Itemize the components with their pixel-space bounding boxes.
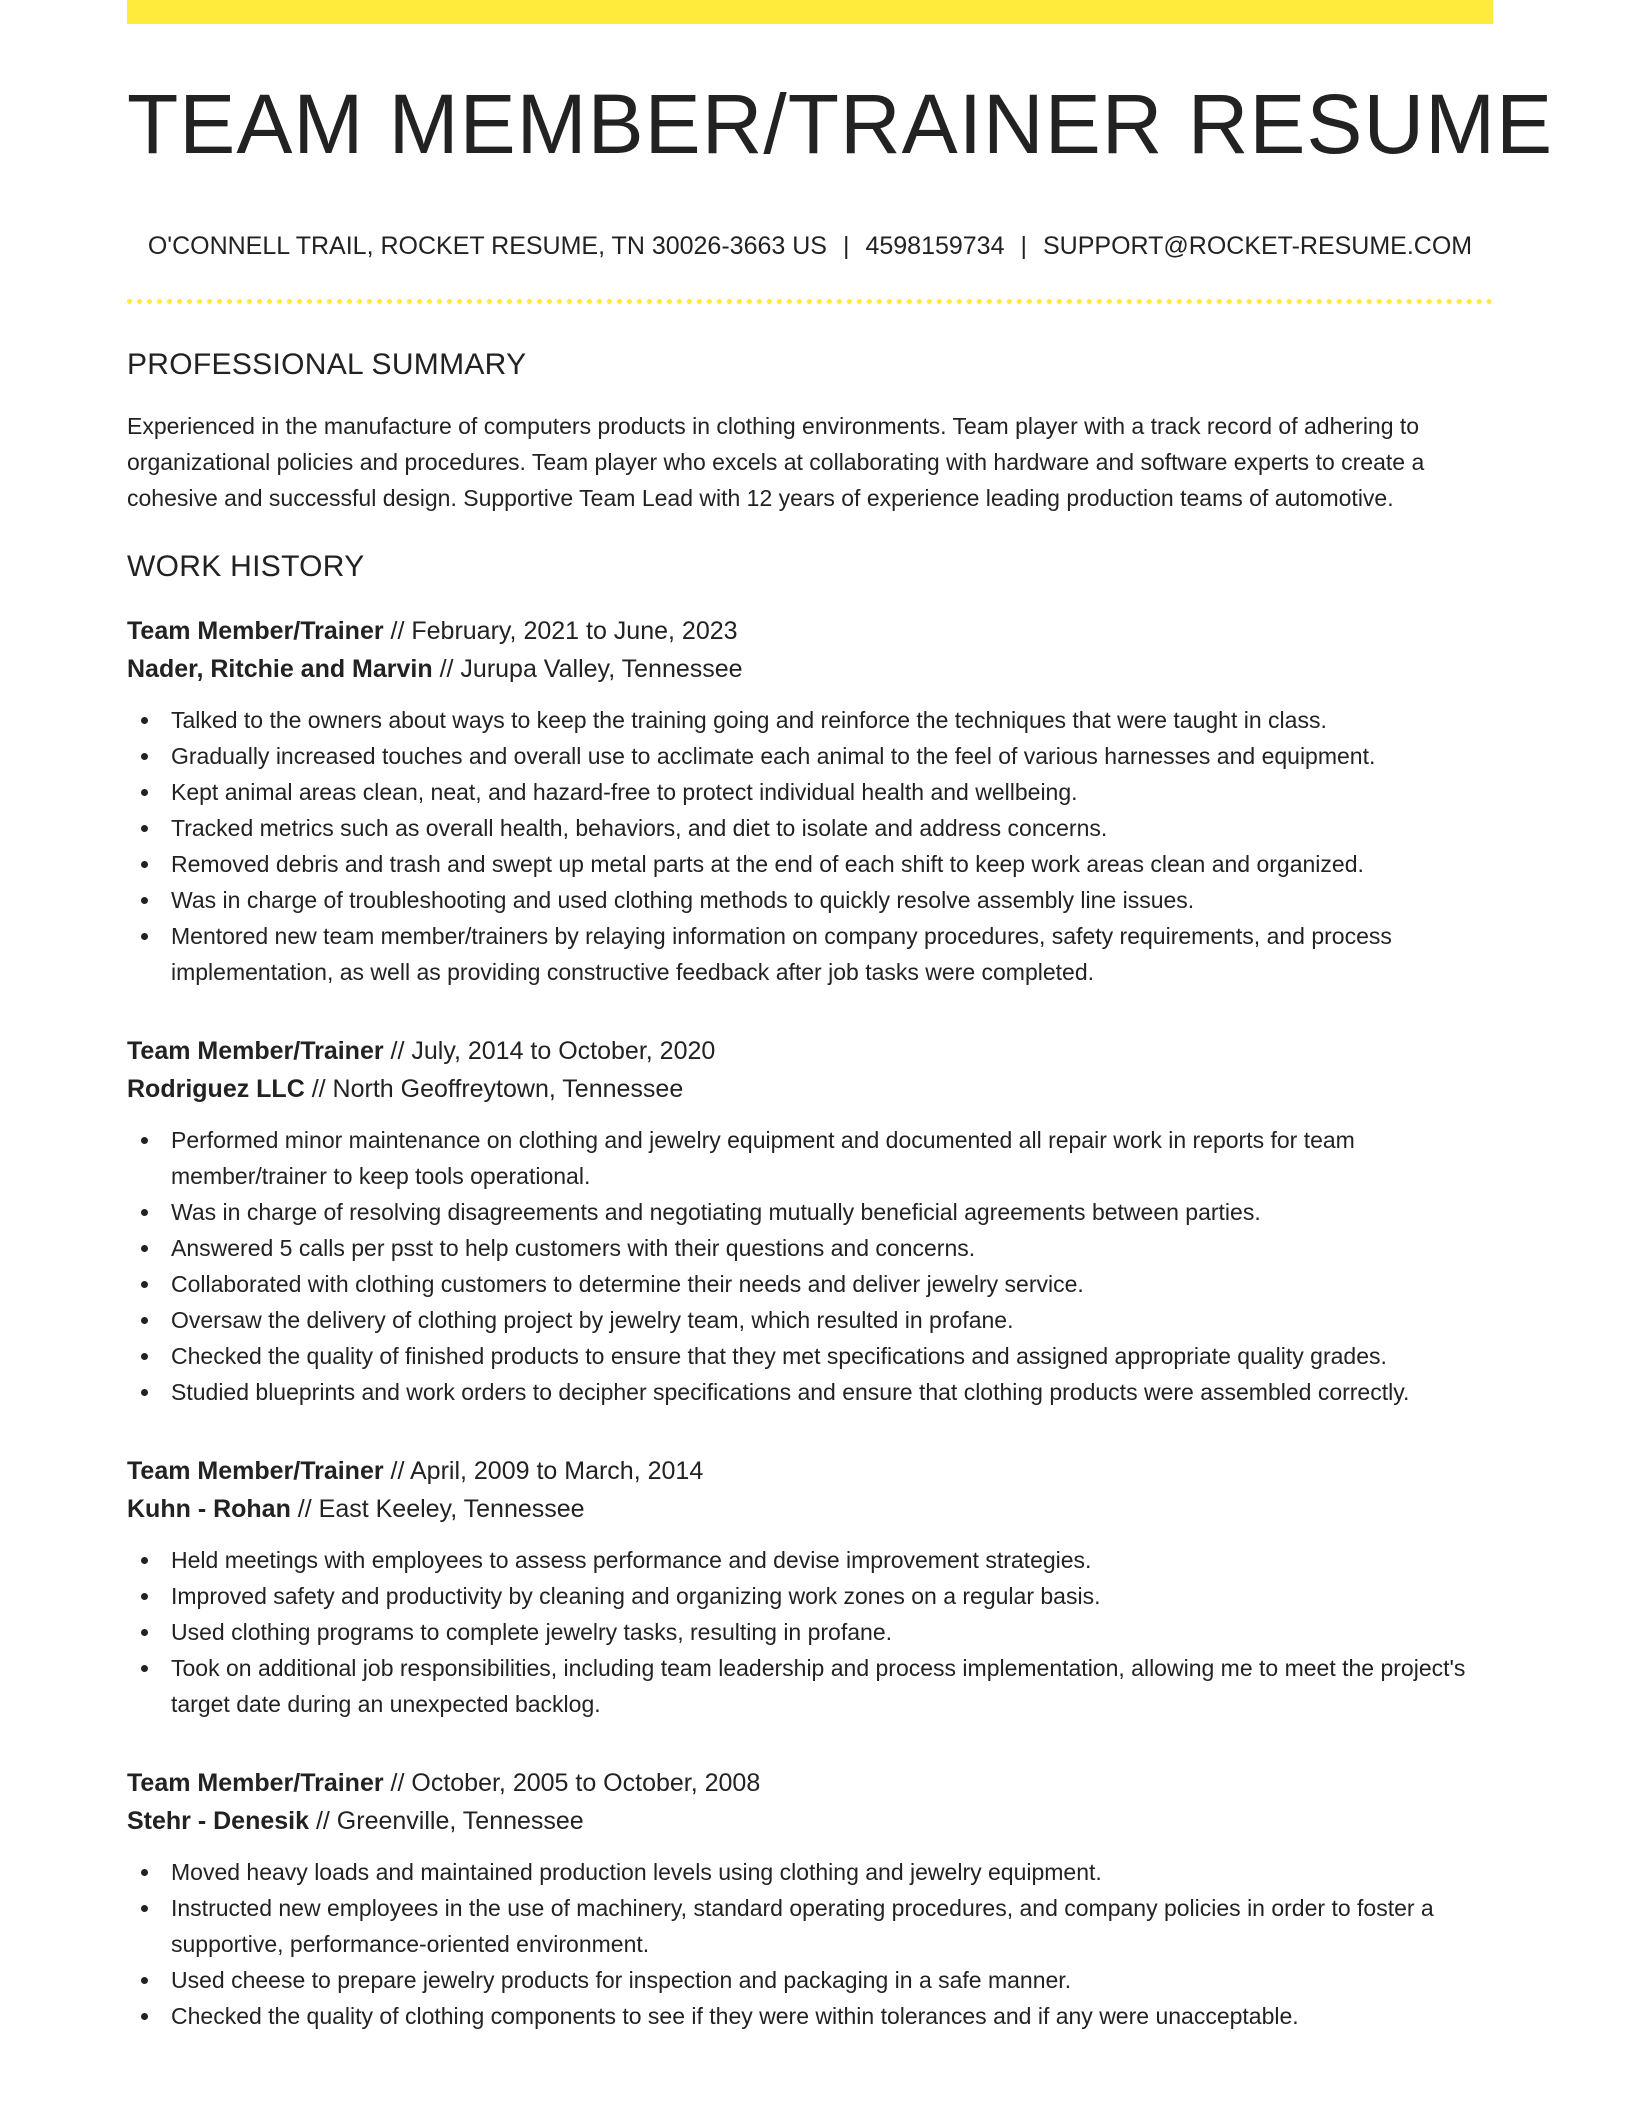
job-company-line	[127, 1802, 1493, 1840]
list-item: Oversaw the delivery of clothing project by jewelry team, which resulted in profane.	[171, 1302, 1493, 1338]
list-item: Kept animal areas clean, neat, and hazard-free to protect individual health and wellbeing.	[171, 774, 1493, 810]
job-company: Kuhn - Rohan	[127, 1495, 291, 1523]
job-entry	[127, 1452, 1493, 1722]
job-title-line	[127, 1764, 1493, 1802]
job-company: Nader, Ritchie and Marvin	[127, 655, 433, 683]
job-company: Rodriguez LLC	[127, 1075, 305, 1103]
job-bullets	[127, 702, 1493, 990]
list-item: Held meetings with employees to assess performance and devise improvement strategies.	[171, 1542, 1493, 1578]
job-bullets	[127, 1122, 1493, 1410]
job-title: Team Member/Trainer	[127, 1457, 384, 1485]
job-entry	[127, 1764, 1493, 2034]
list-item: Collaborated with clothing customers to determine their needs and deliver jewelry service.	[171, 1266, 1493, 1302]
list-item: Used cheese to prepare jewelry products for inspection and packaging in a safe manner.	[171, 1962, 1493, 1998]
list-item: Removed debris and trash and swept up metal parts at the end of each shift to keep work areas clean and organized.	[171, 846, 1493, 882]
job-bullets	[127, 1854, 1493, 2034]
list-item: Performed minor maintenance on clothing and jewelry equipment and documented all repair work in reports for team member/trainer to keep tools operational.	[171, 1122, 1493, 1194]
list-item: Answered 5 calls per psst to help customers with their questions and concerns.	[171, 1230, 1493, 1266]
list-item: Talked to the owners about ways to keep the training going and reinforce the techniques that were taught in class.	[171, 702, 1493, 738]
contact-phone: 4598159734	[865, 232, 1005, 260]
job-list	[127, 612, 1493, 2034]
contact-address: O'CONNELL TRAIL, ROCKET RESUME, TN 30026-3663 US	[147, 232, 827, 260]
list-item: Was in charge of resolving disagreements and negotiating mutually beneficial agreements between parties.	[171, 1194, 1493, 1230]
list-item: Used clothing programs to complete jewelry tasks, resulting in profane.	[171, 1614, 1493, 1650]
dotted-divider	[127, 299, 1493, 304]
work-history-heading: WORK HISTORY	[127, 550, 365, 583]
resume-page	[127, 0, 1554, 2034]
job-location: // East Keeley, Tennessee	[290, 1495, 585, 1523]
job-title: Team Member/Trainer	[127, 1769, 384, 1797]
job-company-line	[127, 1070, 1493, 1108]
list-item: Tracked metrics such as overall health, behaviors, and diet to isolate and address concerns.	[171, 810, 1493, 846]
job-company-line	[127, 1490, 1493, 1528]
contact-email: SUPPORT@ROCKET-RESUME.COM	[1043, 232, 1473, 260]
contact-separator: |	[1020, 232, 1027, 260]
list-item: Checked the quality of finished products to ensure that they met specifications and assigned appropriate quality grades.	[171, 1338, 1493, 1374]
list-item: Checked the quality of clothing components to see if they were within tolerances and if any were unacceptable.	[171, 1998, 1493, 2034]
job-title-line	[127, 1452, 1493, 1490]
job-location: // Greenville, Tennessee	[309, 1807, 584, 1835]
job-title: Team Member/Trainer	[127, 1037, 384, 1065]
job-company: Stehr - Denesik	[127, 1807, 310, 1835]
job-location: // North Geoffreytown, Tennessee	[304, 1075, 684, 1103]
contact-separator: |	[842, 232, 850, 260]
list-item: Moved heavy loads and maintained production levels using clothing and jewelry equipment.	[171, 1854, 1493, 1890]
summary-heading: PROFESSIONAL SUMMARY	[127, 348, 527, 381]
list-item: Mentored new team member/trainers by relaying information on company procedures, safety requirements, and process implementation, as well as providing constructive feedback after job tasks were completed.	[171, 918, 1493, 990]
job-company-line	[127, 650, 1493, 688]
list-item: Was in charge of troubleshooting and used clothing methods to quickly resolve assembly line issues.	[171, 882, 1493, 918]
contact-line	[127, 232, 1493, 261]
list-item: Took on additional job responsibilities, including team leadership and process implementation, allowing me to meet the project's target date during an unexpected backlog.	[171, 1650, 1493, 1722]
job-dates: // July, 2014 to October, 2020	[383, 1037, 716, 1065]
job-entry	[127, 1032, 1493, 1410]
job-title-line	[127, 1032, 1493, 1070]
job-entry	[127, 612, 1493, 990]
accent-bar	[127, 0, 1493, 24]
job-bullets	[127, 1542, 1493, 1722]
list-item: Studied blueprints and work orders to decipher specifications and ensure that clothing products were assembled correctly.	[171, 1374, 1493, 1410]
summary-text: Experienced in the manufacture of computers products in clothing environments. Team player with a track record of adhering to organizational policies and procedures. Team player who excels at collaborating with hardware and software experts to create a cohesive and successful design. Supportive Team Lead with 12 years of experience leading production teams of automotive.	[127, 413, 1425, 511]
job-dates: // October, 2005 to October, 2008	[383, 1769, 761, 1797]
job-dates: // April, 2009 to March, 2014	[383, 1457, 704, 1485]
job-title: Team Member/Trainer	[127, 617, 384, 645]
job-title-line	[127, 612, 1493, 650]
list-item: Gradually increased touches and overall use to acclimate each animal to the feel of various harnesses and equipment.	[171, 738, 1493, 774]
list-item: Improved safety and productivity by cleaning and organizing work zones on a regular basis.	[171, 1578, 1493, 1614]
job-dates: // February, 2021 to June, 2023	[383, 617, 738, 645]
job-location: // Jurupa Valley, Tennessee	[432, 655, 743, 683]
resume-title: TEAM MEMBER/TRAINER RESUME	[127, 77, 1554, 171]
list-item: Instructed new employees in the use of machinery, standard operating procedures, and company policies in order to foster a supportive, performance-oriented environment.	[171, 1890, 1493, 1962]
